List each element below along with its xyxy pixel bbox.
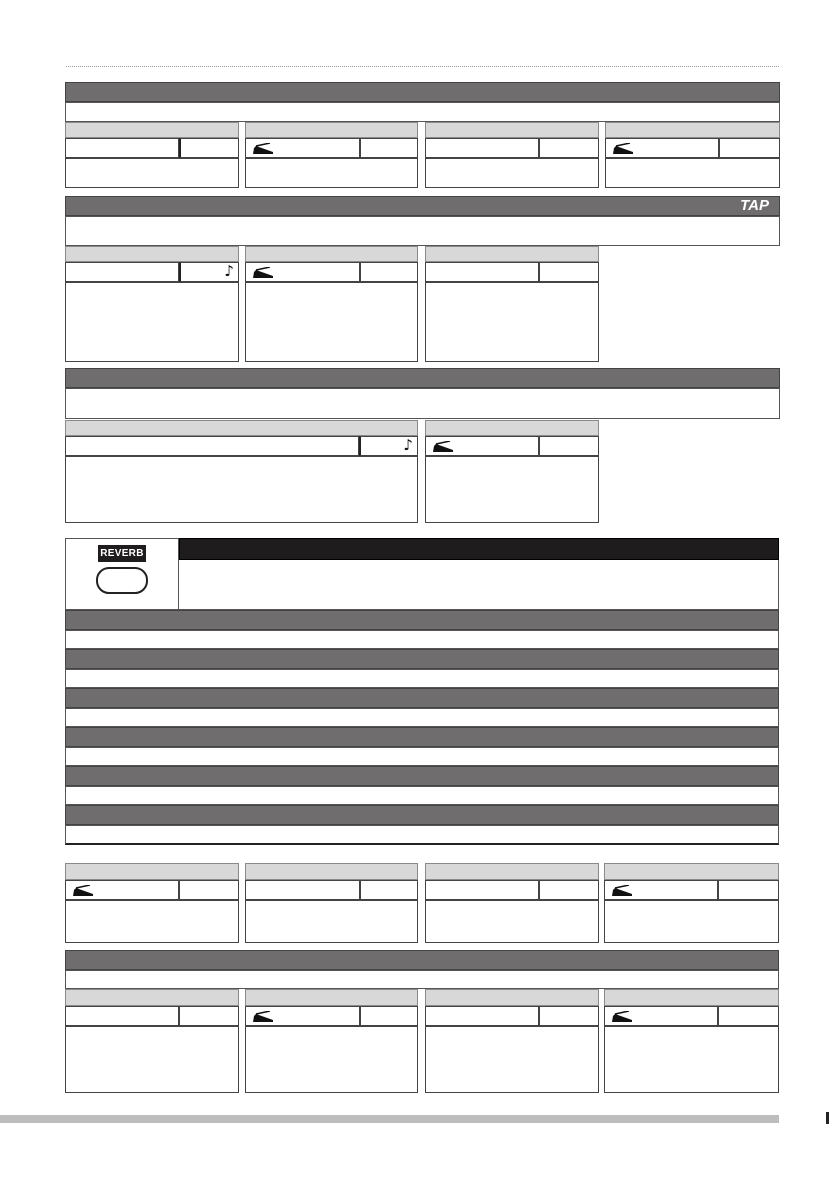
param-header — [65, 863, 239, 880]
param-header — [65, 420, 418, 436]
effect-header-bar — [65, 950, 779, 970]
tap-label: TAP — [740, 197, 769, 214]
param-header — [65, 122, 239, 138]
reverb-type-header — [65, 766, 779, 786]
param-description — [605, 158, 780, 188]
param-header — [245, 122, 418, 138]
param-name-cell — [605, 138, 719, 158]
param-header — [65, 246, 239, 262]
expression-pedal-icon — [252, 267, 274, 279]
effect-description-row — [65, 388, 780, 419]
page-edge-marker — [826, 1112, 829, 1124]
effect-description-row — [65, 216, 780, 246]
reverb-type-header — [65, 649, 779, 669]
param-description — [245, 282, 418, 362]
param-name-cell — [245, 880, 360, 900]
param-header — [425, 989, 599, 1006]
param-range-cell — [719, 138, 780, 158]
param-header — [65, 989, 239, 1006]
effect-description-row — [65, 970, 779, 989]
param-name-cell — [425, 138, 539, 158]
param-range-cell — [718, 1006, 779, 1026]
param-name-cell — [65, 262, 179, 282]
expression-pedal-icon — [611, 1011, 633, 1023]
param-name-cell — [425, 1006, 539, 1026]
reverb-header-bar — [179, 538, 779, 560]
reverb-label: REVERB — [98, 545, 146, 562]
param-range-cell — [539, 436, 599, 456]
expression-pedal-icon — [252, 1011, 274, 1023]
param-description — [425, 456, 599, 523]
param-name-cell — [65, 880, 179, 900]
expression-pedal-icon — [252, 143, 274, 155]
expression-pedal-icon — [611, 885, 633, 897]
param-name-cell — [604, 880, 718, 900]
effect-header-bar — [65, 196, 780, 216]
param-description — [604, 900, 779, 943]
param-name-cell — [604, 1006, 718, 1026]
param-range-cell — [179, 138, 239, 158]
expression-pedal-icon — [72, 885, 94, 897]
eighth-note-icon: ♪ — [224, 262, 234, 280]
effect-header-bar — [65, 368, 780, 388]
param-range-cell — [539, 138, 599, 158]
reverb-type-description — [65, 708, 779, 727]
param-name-cell — [245, 262, 360, 282]
param-range-cell — [359, 436, 418, 456]
reverb-type-header — [65, 727, 779, 747]
param-description — [65, 900, 239, 943]
param-description — [425, 282, 599, 362]
param-header — [425, 863, 599, 880]
reverb-type-header — [65, 610, 779, 630]
param-header — [425, 122, 599, 138]
param-name-cell — [65, 138, 179, 158]
reverb-type-description — [65, 786, 779, 805]
reverb-description — [179, 560, 779, 610]
param-description — [245, 900, 418, 943]
param-description — [604, 1026, 779, 1093]
param-header — [245, 246, 418, 262]
param-description — [245, 1026, 418, 1093]
param-range-cell — [360, 138, 418, 158]
param-header — [245, 989, 418, 1006]
param-name-cell — [425, 436, 539, 456]
param-description — [245, 158, 418, 188]
effect-header-bar — [65, 82, 780, 102]
reverb-type-header — [65, 805, 779, 825]
param-range-cell — [539, 1006, 599, 1026]
param-name-cell — [245, 1006, 360, 1026]
reverb-type-header — [65, 688, 779, 708]
param-range-cell — [539, 262, 599, 282]
param-description — [65, 282, 239, 362]
param-header — [245, 863, 418, 880]
effect-description-row — [65, 102, 780, 122]
reverb-type-description — [65, 825, 779, 845]
expression-pedal-icon — [432, 441, 454, 453]
param-description — [65, 456, 418, 523]
param-range-cell — [360, 880, 418, 900]
param-description — [425, 158, 599, 188]
param-header — [425, 246, 599, 262]
param-header — [604, 863, 779, 880]
param-range-cell — [539, 880, 599, 900]
footswitch-button-icon — [96, 567, 148, 594]
param-header — [605, 122, 780, 138]
param-range-cell — [360, 262, 418, 282]
param-range-cell — [179, 262, 239, 282]
param-name-cell — [65, 1006, 179, 1026]
param-name-cell — [425, 262, 539, 282]
param-name-cell — [65, 436, 359, 456]
param-description — [65, 1026, 239, 1093]
eighth-note-icon: ♪ — [403, 436, 413, 454]
reverb-type-description — [65, 747, 779, 766]
page-footer-rule — [0, 1115, 779, 1123]
param-name-cell — [425, 880, 539, 900]
param-description — [65, 158, 239, 188]
param-description — [425, 900, 599, 943]
param-name-cell — [245, 138, 360, 158]
top-dotted-rule — [66, 66, 779, 67]
param-range-cell — [179, 880, 239, 900]
reverb-type-description — [65, 669, 779, 688]
param-range-cell — [179, 1006, 239, 1026]
param-header — [604, 989, 779, 1006]
param-range-cell — [360, 1006, 418, 1026]
param-header — [425, 420, 599, 436]
param-description — [425, 1026, 599, 1093]
expression-pedal-icon — [612, 143, 634, 155]
param-range-cell — [718, 880, 779, 900]
reverb-type-description — [65, 630, 779, 649]
